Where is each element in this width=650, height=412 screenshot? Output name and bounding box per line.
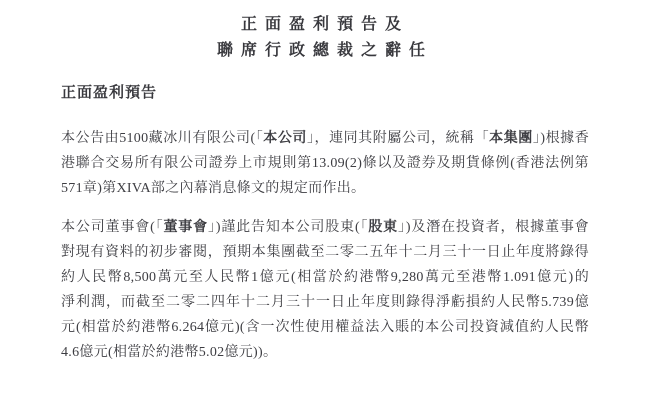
text-line xyxy=(61,240,589,265)
text-segment: 約人民幣8,500萬元至人民幣1億元(相當於約港幣9,280萬元至港幣1.091億元)的 xyxy=(61,270,589,285)
title-line-1: 正面盈利預告及 xyxy=(240,16,409,33)
text-segment: 571章)第XIVA部之內幕消息條文的規定而作出。 xyxy=(61,181,366,196)
paragraph xyxy=(61,126,589,201)
document-body xyxy=(61,126,589,365)
section-heading: 正面盈利預告 xyxy=(61,85,158,101)
text-segment: 」)及潛在投資者，根據董事會 xyxy=(398,220,589,235)
text-segment: 」，連同其附屬公司，統稱「 xyxy=(306,131,490,146)
text-line xyxy=(61,126,589,151)
text-segment: 元(相當於約港幣6.264億元)(含一次性使用權益法入賬的本公司投資減值約人民幣 xyxy=(61,320,589,335)
text-line xyxy=(61,265,589,290)
text-segment: 」)根據香 xyxy=(532,131,590,146)
text-segment: 淨利潤，而截至二零二四年十二月三十一日止年度則錄得淨虧損約人民幣5.739億 xyxy=(61,295,589,310)
text-segment: 對現有資料的初步審閱，預期本集團截至二零二五年十二月三十一日止年度將錄得 xyxy=(61,245,589,260)
text-segment: 4.6億元(相當於約港幣5.02億元))。 xyxy=(61,345,278,360)
text-line xyxy=(61,151,589,176)
title-line-2: 聯席行政總裁之辭任 xyxy=(216,42,433,59)
paragraph xyxy=(61,215,589,365)
text-line xyxy=(61,340,589,365)
text-line xyxy=(61,176,589,201)
text-line xyxy=(61,215,589,240)
text-line xyxy=(61,315,589,340)
text-segment: 」)謹此告知本公司股東(「 xyxy=(207,220,369,235)
document-title xyxy=(61,12,589,64)
defined-term: 股東 xyxy=(368,220,399,235)
text-segment: 本公告由5100藏冰川有限公司(「 xyxy=(61,131,264,146)
defined-term: 本公司 xyxy=(263,131,307,146)
defined-term: 董事會 xyxy=(163,220,208,235)
text-segment: 港聯合交易所有限公司證券上市規則第13.09(2)條以及證券及期貨條例(香港法例第 xyxy=(61,156,589,171)
defined-term: 本集團 xyxy=(489,131,533,146)
text-line xyxy=(61,290,589,315)
text-segment: 本公司董事會(「 xyxy=(61,220,164,235)
